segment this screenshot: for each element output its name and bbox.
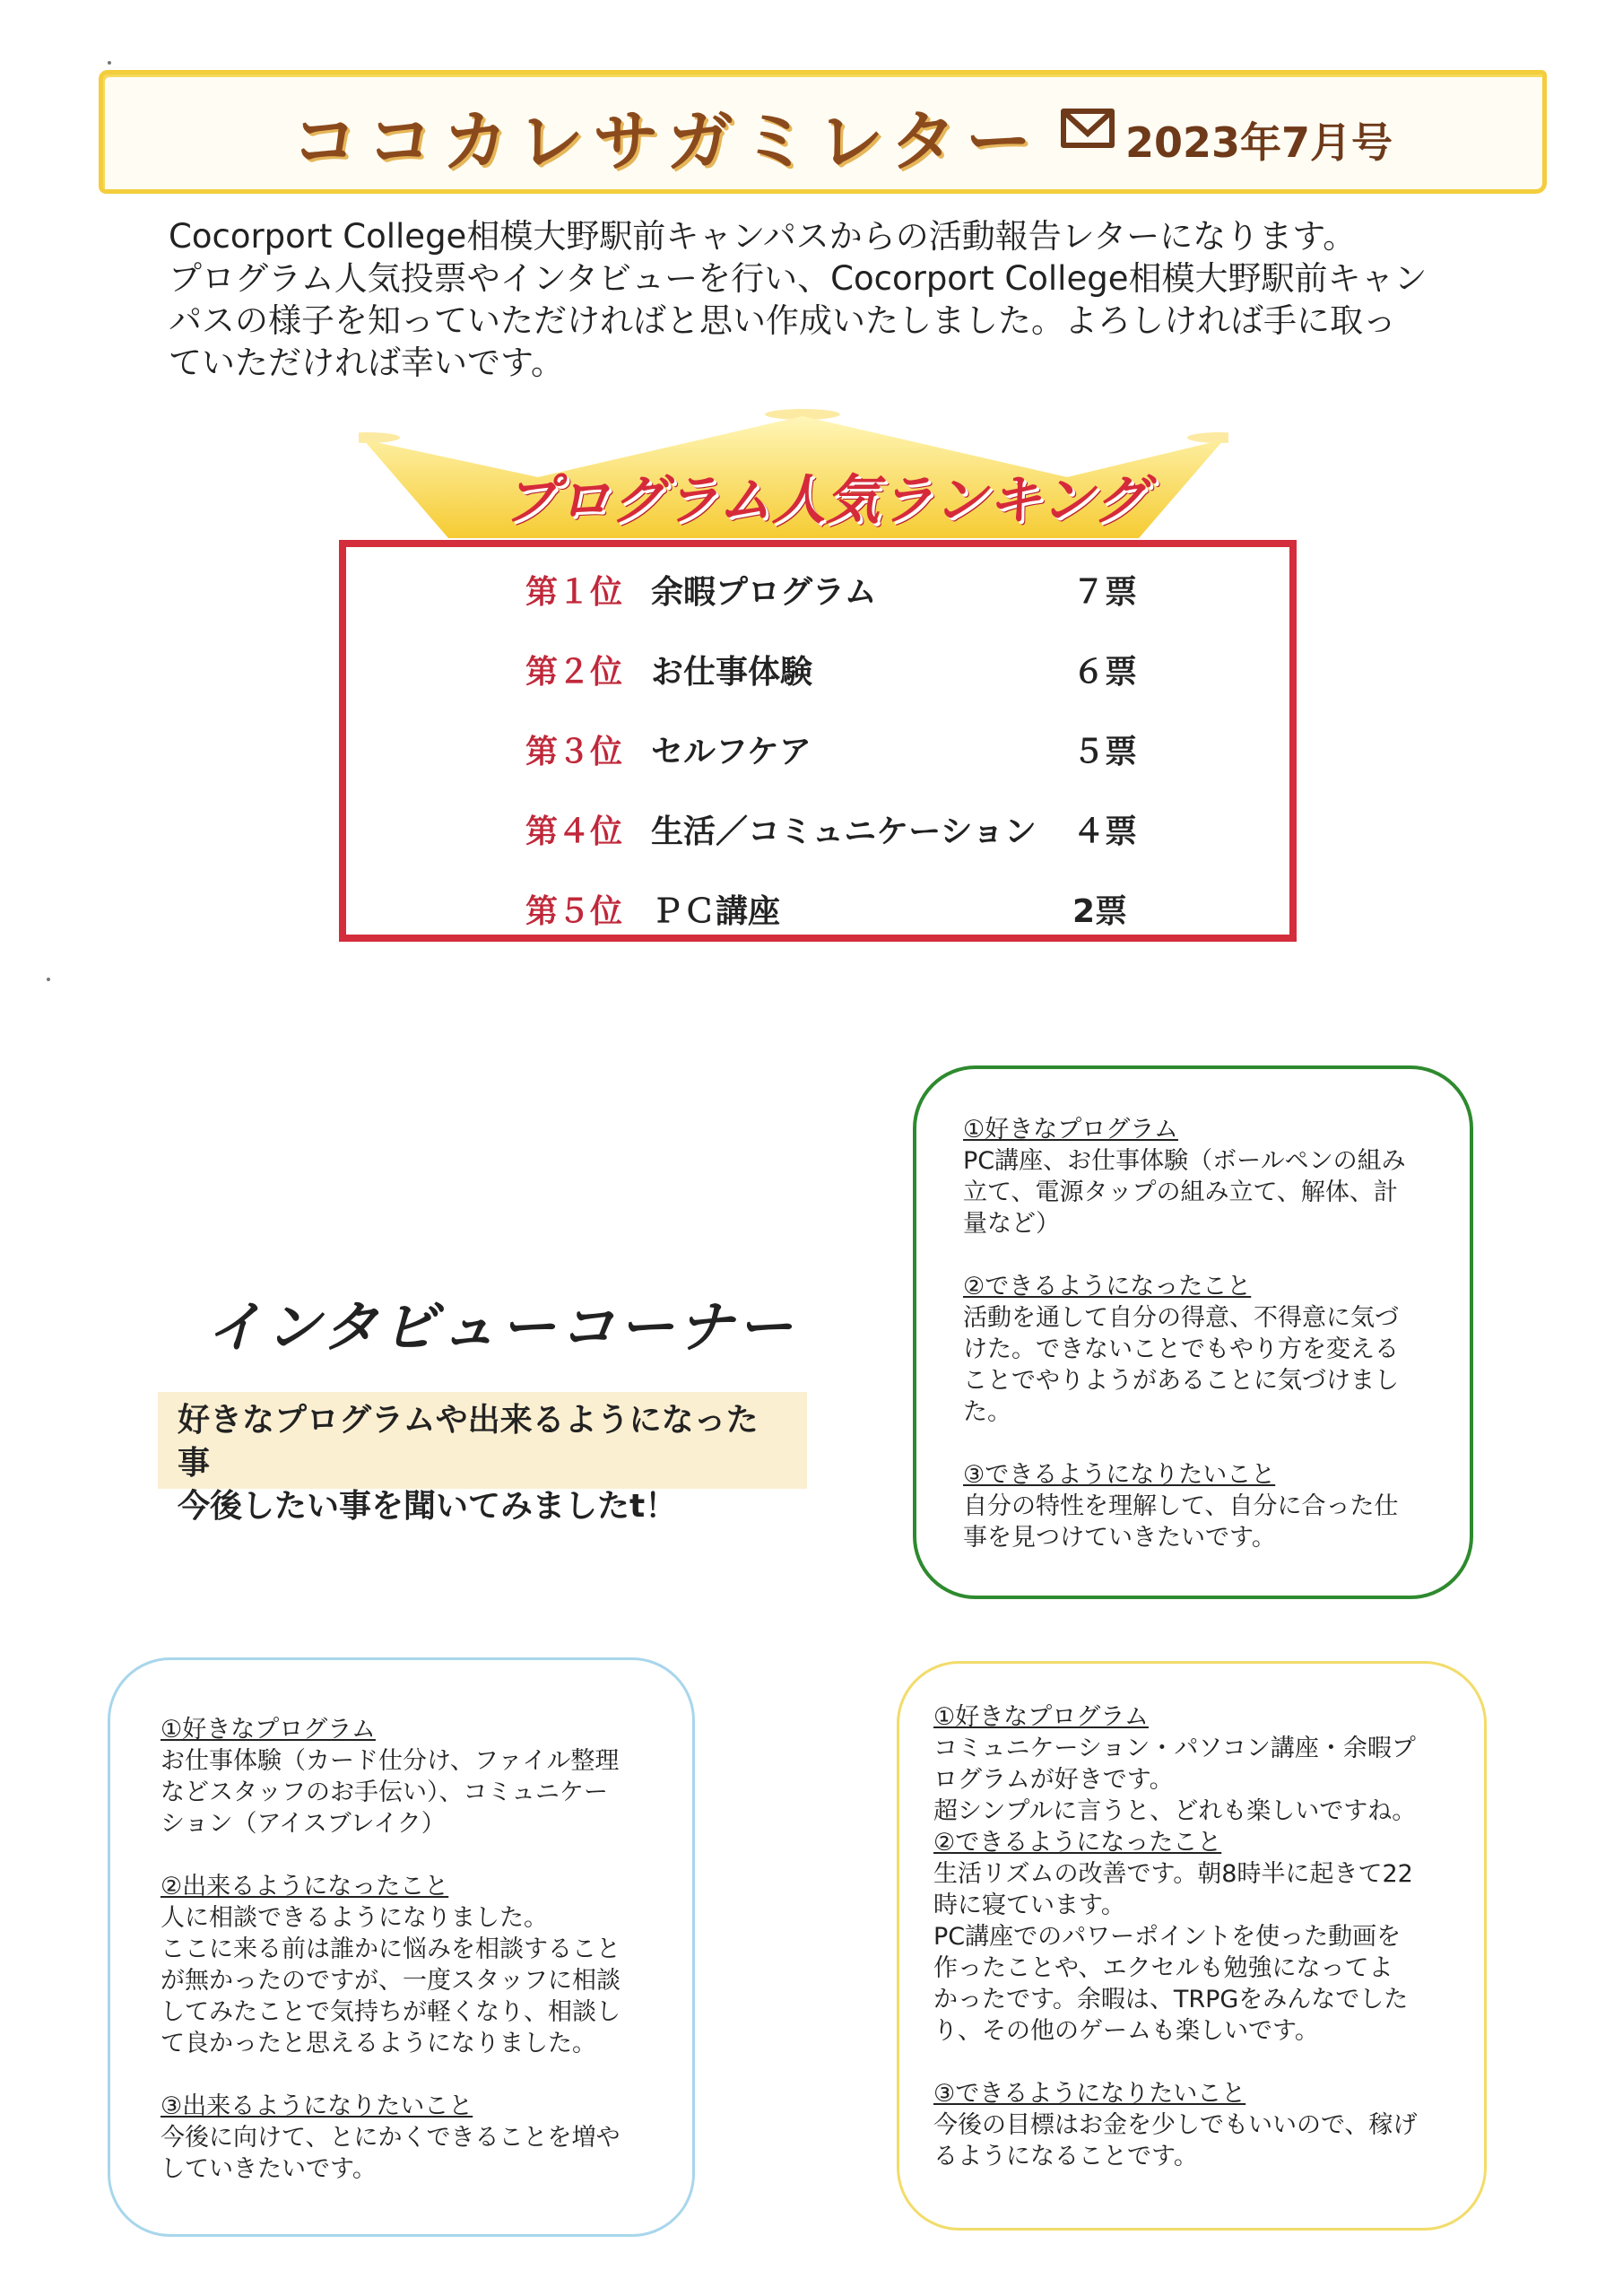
- rank-program: ＰＣ講座: [651, 893, 781, 930]
- card-text: ログラムが好きです。: [933, 1766, 1174, 1794]
- card-text: 超シンプルに言うと、どれも楽しいですね。: [933, 1797, 1417, 1825]
- ranking-row: [346, 647, 1288, 700]
- card-text: るようになることです。: [933, 2143, 1198, 2170]
- issue-date: 2023年7月号: [1125, 118, 1393, 167]
- card-text: り、その他のゲームも楽しいです。: [933, 2017, 1319, 2045]
- rank-votes: ７票: [1072, 574, 1138, 611]
- interview-subtitle-line: 今後したい事を聞いてみましたt！: [178, 1488, 678, 1525]
- ranking-row: [346, 726, 1288, 780]
- letter-header: [99, 70, 1547, 194]
- card-heading: ③出来るようになりたいこと: [161, 2092, 473, 2120]
- card-text: けた。できないことでもやり方を変える: [963, 1335, 1399, 1363]
- card-text: 今後に向けて、とにかくできることを増や: [161, 2124, 621, 2152]
- interview-card-yellow: [897, 1661, 1487, 2231]
- rank-program: セルフケア: [651, 734, 812, 770]
- card-text: していきたいです。: [161, 2155, 377, 2183]
- card-text: て良かったと思えるようになりました。: [161, 2030, 596, 2057]
- intro-line: パスの様子を知っていただければと思い作成いたしました。よろしければ手に取っ: [169, 301, 1396, 340]
- card-text: 人に相談できるようになりました。: [161, 1904, 548, 1932]
- card-text: してみたことで気持ちが軽くなり、相談し: [161, 1998, 621, 2026]
- intro-line: Cocorport College相模大野駅前キャンパスからの活動報告レターになります。: [169, 217, 1357, 256]
- card-text: 立て、電源タップの組み立て、解体、計: [963, 1178, 1398, 1206]
- card-heading: ②出来るようになったこと: [161, 1873, 449, 1900]
- card-text: お仕事体験（カード仕分け、ファイル整理: [161, 1747, 620, 1775]
- card-text: などスタッフのお手伝い）、コミュニケー: [161, 1779, 608, 1806]
- interview-title: インタビューコーナー: [206, 1294, 796, 1360]
- letter-title: ココカレサガミレター: [291, 103, 1041, 180]
- card-text: 今後の目標はお金を少しでもいいので、稼げ: [933, 2111, 1418, 2139]
- card-text: 時に寝ています。: [933, 1892, 1125, 1919]
- card-text: コミュニケーション・パソコン講座・余暇プ: [933, 1735, 1416, 1762]
- interview-card-blue: [108, 1657, 695, 2237]
- card-text: PC講座、お仕事体験（ボールペンの組み: [963, 1147, 1406, 1175]
- card-text: 作ったことや、エクセルも勉強になってよ: [933, 1954, 1393, 1982]
- intro-line: プログラム人気投票やインタビューを行い、Cocorport College相模大野駅前キャン: [169, 259, 1428, 298]
- ranking-row: [346, 886, 1288, 940]
- card-text: PC講座でのパワーポイントを使った動画を: [933, 1923, 1402, 1951]
- card-heading: ①好きなプログラム: [161, 1716, 376, 1744]
- rank-program: 生活／コミュニケーション: [651, 813, 1037, 850]
- envelope-icon: [1061, 109, 1115, 148]
- intro-text: [169, 215, 1478, 384]
- rank-votes: ４票: [1072, 813, 1138, 850]
- rank-number: 第４位: [525, 813, 623, 850]
- card-text: ことでやりようがあることに気づけまし: [963, 1367, 1399, 1395]
- card-text: ここに来る前は誰かに悩みを相談すること: [161, 1935, 621, 1963]
- rank-votes: ６票: [1072, 654, 1138, 691]
- ranking-table: [339, 540, 1297, 942]
- rank-votes: 2票: [1072, 893, 1128, 930]
- ranking-row: [346, 567, 1288, 621]
- card-heading: ③できるようになりたいこと: [963, 1461, 1276, 1489]
- card-text: た。: [963, 1398, 1011, 1426]
- card-heading: ①好きなプログラム: [933, 1703, 1149, 1731]
- rank-votes: ５票: [1072, 734, 1138, 770]
- card-heading: ②できるようになったこと: [933, 1829, 1222, 1857]
- rank-number: 第３位: [525, 734, 623, 770]
- card-heading: ②できるようになったこと: [963, 1273, 1252, 1300]
- rank-program: お仕事体験: [651, 654, 813, 691]
- ranking-title: プログラム人気ランキング: [503, 469, 1147, 532]
- rank-number: 第５位: [525, 893, 623, 930]
- card-text: 事を見つけていきたいです。: [963, 1524, 1276, 1552]
- card-text: が無かったのですが、一度スタッフに相談: [161, 1967, 621, 1995]
- card-text: かったです。余暇は、TRPGをみんなでした: [933, 1986, 1409, 2013]
- card-text: 活動を通して自分の得意、不得意に気づ: [963, 1304, 1399, 1332]
- interview-subtitle: [158, 1392, 807, 1525]
- card-heading: ①好きなプログラム: [963, 1116, 1178, 1144]
- interview-subtitle-line: 好きなプログラムや出来るようになった事: [178, 1402, 759, 1482]
- scan-speck: [108, 61, 111, 65]
- rank-number: 第２位: [525, 654, 623, 691]
- card-text: 量など）: [963, 1210, 1060, 1238]
- intro-line: ていただければ幸いです。: [169, 344, 565, 382]
- scan-speck: [47, 978, 50, 981]
- card-text: 生活リズムの改善です。朝8時半に起きて22: [933, 1860, 1413, 1888]
- rank-program: 余暇プログラム: [651, 574, 877, 611]
- card-text: 自分の特性を理解して、自分に合った仕: [963, 1492, 1399, 1520]
- rank-number: 第１位: [525, 574, 623, 611]
- interview-card-green: [913, 1065, 1473, 1599]
- card-heading: ③できるようになりたいこと: [933, 2080, 1246, 2108]
- card-text: ション（アイスブレイク）: [161, 1810, 446, 1838]
- ranking-row: [346, 806, 1288, 860]
